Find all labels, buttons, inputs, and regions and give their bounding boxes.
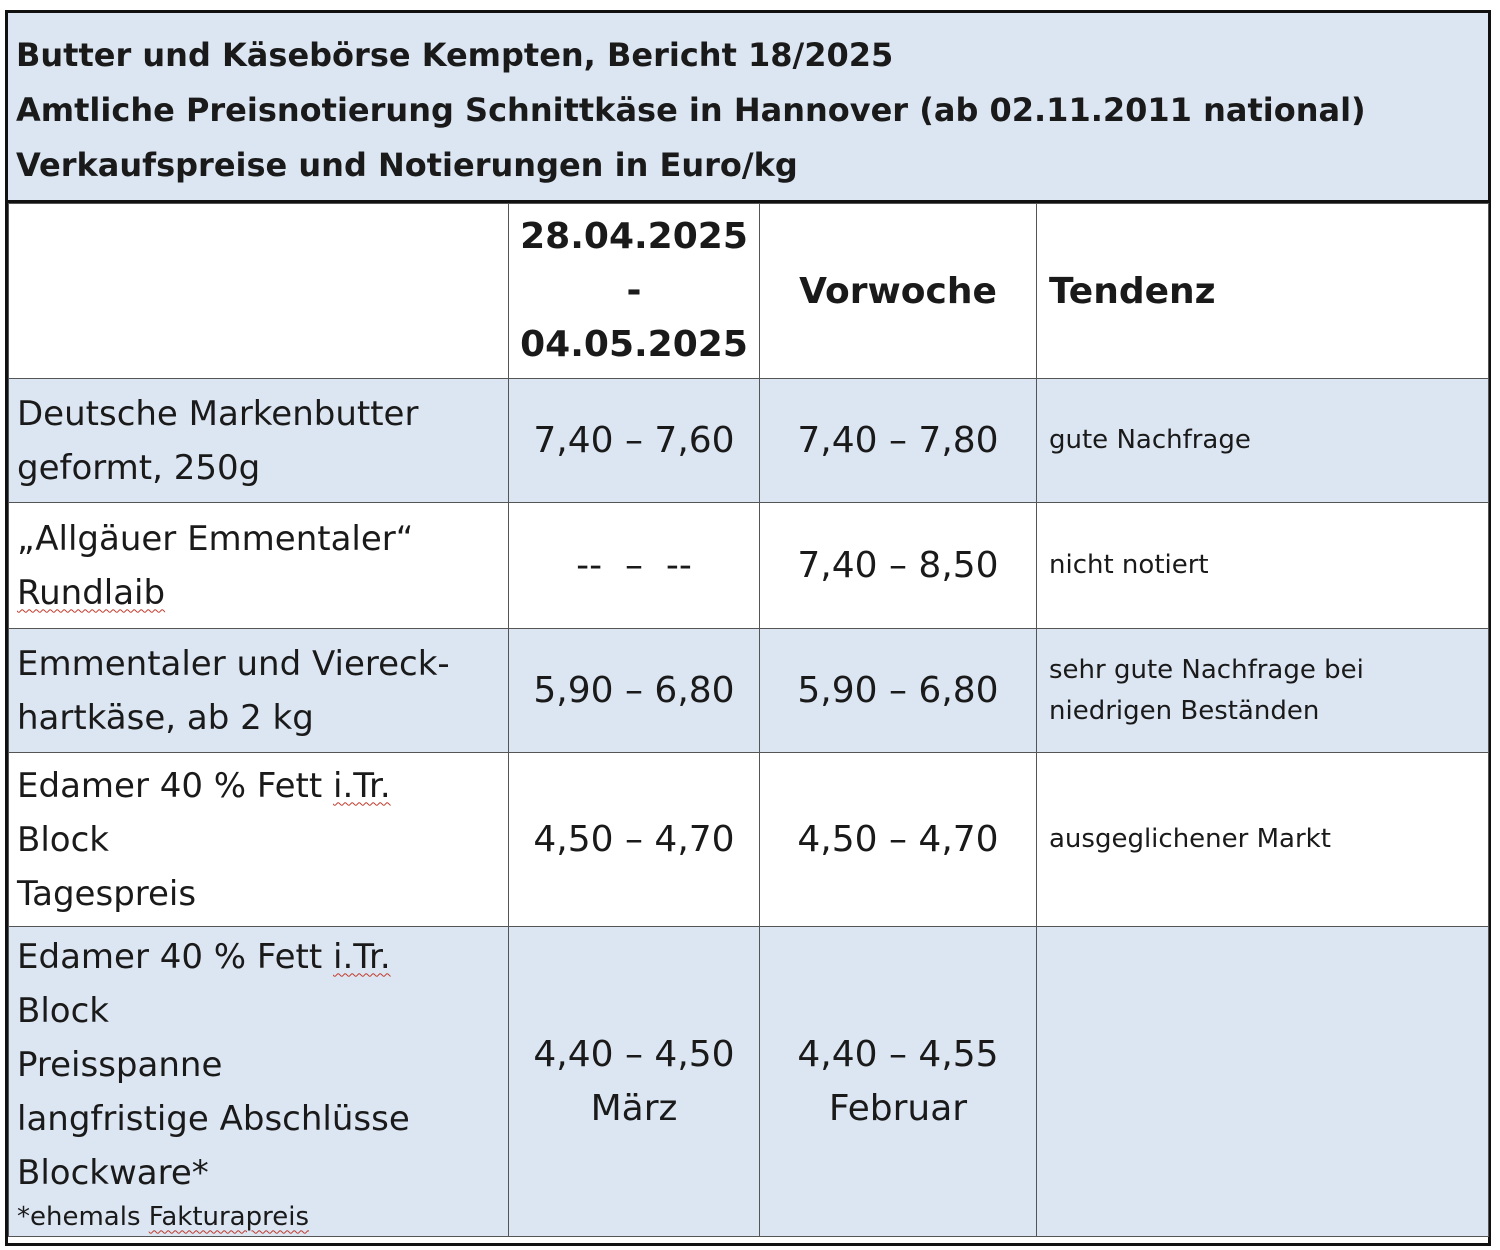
price-month: März [590, 1087, 678, 1129]
product-line: Deutsche Markenbutter [17, 393, 419, 434]
product-cell [9, 629, 509, 753]
product-line: „Allgäuer Emmentaler“ [17, 518, 414, 559]
product-line: Preisspanne [17, 1044, 223, 1085]
product-cell [9, 379, 509, 503]
product-line: Blockware* [17, 1152, 209, 1193]
trend-cell: nicht notiert [1037, 503, 1489, 629]
previous-price: 5,90 – 6,80 [760, 629, 1037, 753]
product-line [17, 930, 508, 984]
current-price [509, 927, 760, 1237]
table-row [9, 629, 1489, 753]
price-table [8, 203, 1489, 1237]
date-separator: - [626, 270, 642, 311]
footnote [17, 1200, 508, 1234]
product-line: Emmentaler und Viereck- [17, 643, 450, 684]
product-line: Tagespreis [17, 873, 197, 914]
product-line: geformt, 250g [17, 447, 261, 488]
spellcheck-word: i.Tr. [333, 765, 391, 806]
table-row [9, 379, 1489, 503]
product-line: langfristige Abschlüsse [17, 1098, 410, 1139]
spellcheck-word: Fakturapreis [148, 1201, 310, 1232]
product-name: Edamer 40 % Fett [17, 936, 333, 977]
date-to: 04.05.2025 [520, 324, 748, 365]
previous-price: 4,50 – 4,70 [760, 753, 1037, 927]
product-cell [9, 503, 509, 629]
report-subtitle: Amtliche Preisnotierung Schnittkäse in Hannover (ab 02.11.2011 national) [16, 91, 1366, 129]
product-cell [9, 753, 509, 927]
spellcheck-word: Rundlaib [17, 572, 166, 613]
current-price: 7,40 – 7,60 [509, 379, 760, 503]
previous-price: 7,40 – 7,80 [760, 379, 1037, 503]
product-line: hartkäse, ab 2 kg [17, 697, 314, 738]
price-month: Februar [828, 1087, 968, 1129]
previous-price: 7,40 – 8,50 [760, 503, 1037, 629]
product-name: Edamer 40 % Fett [17, 765, 333, 806]
date-from: 28.04.2025 [520, 216, 748, 257]
header-trend: Tendenz [1037, 204, 1489, 379]
footnote-text: *ehemals [17, 1201, 149, 1232]
header-previous-week: Vorwoche [760, 204, 1037, 379]
report-title: Butter und Käsebörse Kempten, Bericht 18/2025 [16, 36, 894, 74]
trend-line: sehr gute Nachfrage bei [1049, 654, 1364, 685]
report-frame [5, 10, 1491, 1246]
trend-cell: gute Nachfrage [1037, 379, 1489, 503]
report-header [8, 13, 1488, 203]
product-line: Block [17, 819, 109, 860]
previous-price [760, 927, 1037, 1237]
trend-cell [1037, 927, 1489, 1237]
product-line: Block [17, 990, 109, 1031]
price-range: 4,40 – 4,50 [533, 1033, 735, 1075]
trend-cell: ausgeglichener Markt [1037, 753, 1489, 927]
product-line [17, 759, 508, 813]
current-price: 5,90 – 6,80 [509, 629, 760, 753]
header-current-week [509, 204, 760, 379]
current-price: 4,50 – 4,70 [509, 753, 760, 927]
product-line [17, 566, 508, 620]
product-cell [9, 927, 509, 1237]
report-unit-note: Verkaufspreise und Notierungen in Euro/kg [16, 146, 798, 184]
trend-cell [1037, 629, 1489, 753]
current-price: -- – -- [509, 503, 760, 629]
price-range: 4,40 – 4,55 [797, 1033, 999, 1075]
trend-line: niedrigen Beständen [1049, 695, 1320, 726]
table-row [9, 753, 1489, 927]
table-header-row [9, 204, 1489, 379]
table-row [9, 503, 1489, 629]
header-product-cell [9, 204, 509, 379]
spellcheck-word: i.Tr. [333, 936, 391, 977]
table-row [9, 927, 1489, 1237]
